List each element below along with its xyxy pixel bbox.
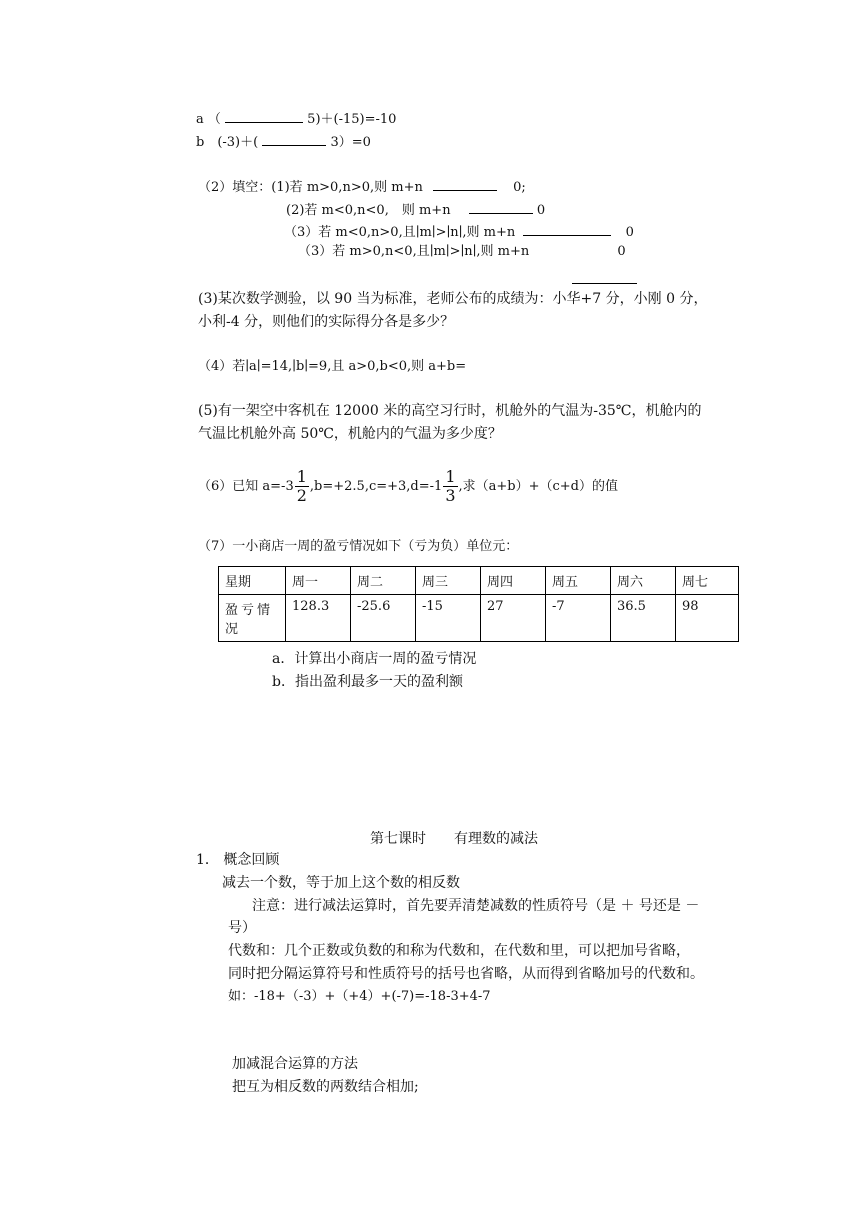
question-3-line2: 小利-4 分，则他们的实际得分各是多少？ — [198, 314, 455, 330]
exercise-b — [196, 131, 371, 152]
subtraction-rule: 减去一个数，等于加上这个数的相反数 — [222, 875, 460, 891]
table-header-cell: 周七 — [676, 567, 739, 595]
table-cell: -7 — [546, 595, 611, 642]
example-line: 如：-18+（-3）+（+4）+(-7)=-18-3+4-7 — [228, 989, 491, 1004]
answer-blank[interactable] — [469, 199, 533, 214]
fill-intro-text: （2）填空：(1)若 m>0,n>0,则 m+n — [198, 180, 423, 195]
question-6 — [198, 468, 618, 506]
table-cell: -15 — [416, 595, 481, 642]
lesson-title: 第七课时 有理数的减法 — [370, 831, 538, 847]
note-line2: 号） — [228, 920, 256, 936]
question-4: （4）若∣a∣=14,∣b∣=9,且 a>0,b<0,则 a+b= — [198, 359, 467, 374]
fraction-denominator: 2 — [296, 486, 307, 505]
question-7-intro: （7）一小商店一周的盈亏情况如下（亏为负）单位元： — [198, 539, 519, 554]
table-cell: 盈亏情况 — [219, 595, 286, 642]
fill-intro-end: 0; — [513, 180, 526, 195]
answer-blank[interactable] — [433, 176, 497, 191]
question-3-line1: (3)某次数学测验，以 90 当为标准，老师公布的成绩为：小华+7 分，小刚 0 分， — [198, 291, 708, 307]
table-header-cell: 星期 — [219, 567, 286, 595]
table-header-cell: 周一 — [286, 567, 351, 595]
answer-blank[interactable] — [225, 108, 303, 123]
fraction-numerator: 1 — [445, 467, 456, 486]
fill-item-2-end: 0 — [536, 203, 546, 218]
algebraic-sum-line1: 代数和：几个正数或负数的和称为代数和，在代数和里，可以把加号省略， — [228, 943, 690, 959]
exercise-a — [196, 108, 396, 129]
fraction-one-half — [295, 468, 309, 505]
table-cell: 98 — [676, 595, 739, 642]
fill-intro — [198, 176, 526, 197]
question-5-line1: (5)有一架空中客机在 12000 米的高空习行时，机舱外的气温为-35℃，机舱内的 — [198, 403, 702, 419]
profit-loss-table — [218, 566, 739, 642]
method-item-1: 把互为相反数的两数结合相加; — [232, 1079, 419, 1095]
fill-item-3-text: （3）若 m<0,n>0,且∣m∣>∣n∣,则 m+n — [284, 225, 516, 240]
answer-blank[interactable] — [262, 131, 326, 146]
fill-item-3 — [284, 221, 634, 242]
table-header-row — [219, 567, 739, 595]
question-7-b: b．指出盈利最多一天的盈利额 — [272, 674, 463, 690]
fill-item-2 — [286, 199, 545, 220]
fill-item-4-text: （3）若 m>0,n<0,且∣m∣>∣n∣,则 m+n — [298, 244, 530, 259]
question-5-line2: 气温比机舱外高 50℃，机舱内的气温为多少度？ — [198, 426, 502, 442]
table-header-cell: 周四 — [481, 567, 546, 595]
table-header-cell: 周六 — [611, 567, 676, 595]
table-header-cell: 周二 — [351, 567, 416, 595]
note-line1: 注意：进行减法运算时，首先要弄清楚减数的性质符号（是 ＋ 号还是 － — [252, 898, 700, 914]
answer-blank[interactable] — [572, 283, 637, 284]
question-7-a: a．计算出小商店一周的盈亏情况 — [272, 651, 477, 667]
question-6-part1: （6）已知 a=-3 — [198, 479, 294, 494]
fraction-one-third — [443, 468, 457, 505]
question-6-part2: ,b=+2.5,c=+3,d=-1 — [309, 479, 443, 494]
table-cell: 36.5 — [611, 595, 676, 642]
fill-item-2-text: (2)若 m<0,n<0, 则 m+n — [286, 203, 451, 218]
exercise-a-prefix: a （ — [196, 112, 221, 127]
table-row — [219, 595, 739, 642]
table-cell: 27 — [481, 595, 546, 642]
question-6-part3: ,求（a+b）+（c+d）的值 — [458, 479, 618, 494]
fraction-numerator: 1 — [296, 467, 307, 486]
section-heading: 1． 概念回顾 — [196, 852, 280, 868]
exercise-a-suffix: 5)＋(-15)=-10 — [307, 112, 397, 127]
table-cell: -25.6 — [351, 595, 416, 642]
fill-item-4-end: 0 — [617, 244, 626, 259]
fraction-denominator: 3 — [445, 486, 456, 505]
fill-item-3-end: 0 — [625, 225, 634, 240]
exercise-b-suffix: 3）=0 — [330, 135, 371, 150]
fill-item-4 — [298, 243, 626, 261]
exercise-b-prefix: b (-3)＋( — [196, 135, 259, 150]
table-header-cell: 周五 — [546, 567, 611, 595]
table-cell: 128.3 — [286, 595, 351, 642]
method-heading: 加减混合运算的方法 — [232, 1056, 358, 1072]
algebraic-sum-line2: 同时把分隔运算符号和性质符号的括号也省略，从而得到省略加号的代数和。 — [228, 966, 704, 982]
table-header-cell: 周三 — [416, 567, 481, 595]
answer-blank[interactable] — [523, 221, 611, 236]
